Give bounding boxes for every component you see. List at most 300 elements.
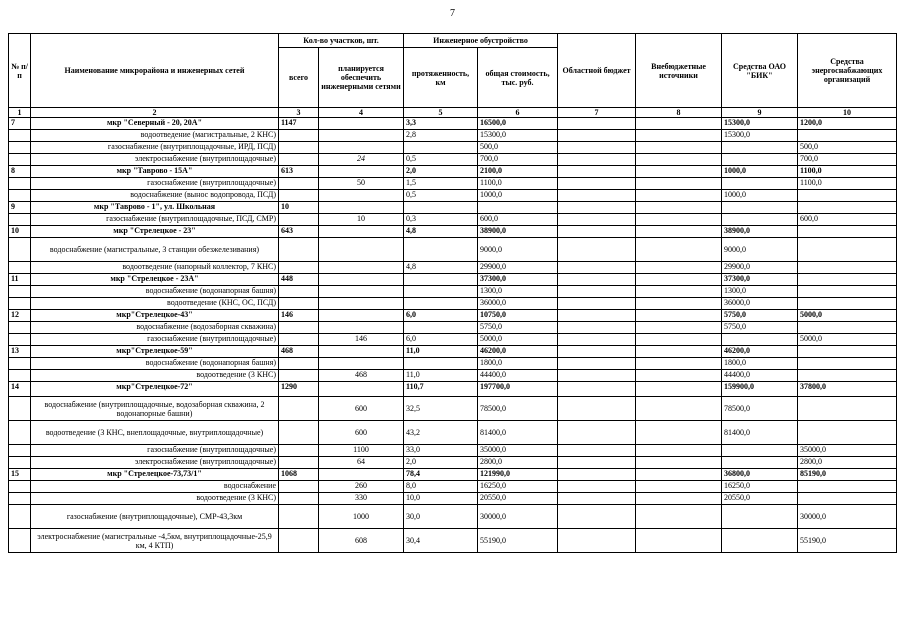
total-cost: 1000,0: [478, 190, 558, 202]
length-km: 0,3: [404, 214, 478, 226]
row-name: электроснабжение (магистральные -4,5км, внутриплощадочные-25,9 км, 4 КТП): [31, 529, 279, 553]
plots-total: [279, 397, 319, 421]
total-cost: 1300,0: [478, 286, 558, 298]
extrabudgetary: [636, 202, 722, 214]
energy-funds: [798, 274, 897, 286]
header-energy-funds: Средства энергоснабжающих организаций: [798, 34, 897, 108]
total-cost: 5750,0: [478, 322, 558, 334]
regional-budget: [558, 370, 636, 382]
bik-funds: 38900,0: [722, 226, 798, 238]
plots-total: [279, 286, 319, 298]
infrastructure-table: [8, 33, 897, 553]
network-row: [9, 370, 897, 382]
bik-funds: [722, 334, 798, 346]
row-index: [9, 238, 31, 262]
plots-total: [279, 529, 319, 553]
row-index: [9, 445, 31, 457]
network-row: [9, 214, 897, 226]
plots-planned: 330: [319, 493, 404, 505]
energy-funds: 5000,0: [798, 310, 897, 322]
network-row: [9, 286, 897, 298]
extrabudgetary: [636, 310, 722, 322]
total-cost: 55190,0: [478, 529, 558, 553]
column-number: 5: [404, 108, 478, 118]
plots-planned: 608: [319, 529, 404, 553]
energy-funds: 1200,0: [798, 118, 897, 130]
plots-total: [279, 457, 319, 469]
bik-funds: 1300,0: [722, 286, 798, 298]
regional-budget: [558, 397, 636, 421]
column-number: 6: [478, 108, 558, 118]
row-index: [9, 286, 31, 298]
length-km: [404, 142, 478, 154]
plots-planned: [319, 358, 404, 370]
regional-budget: [558, 238, 636, 262]
length-km: 4,8: [404, 262, 478, 274]
plots-planned: 600: [319, 421, 404, 445]
plots-total: [279, 445, 319, 457]
length-km: 2,8: [404, 130, 478, 142]
length-km: 0,5: [404, 154, 478, 166]
header-plots-planned: планируется обеспечить инженерными сетями: [319, 48, 404, 108]
extrabudgetary: [636, 370, 722, 382]
extrabudgetary: [636, 382, 722, 397]
bik-funds: 44400,0: [722, 370, 798, 382]
energy-funds: [798, 493, 897, 505]
bik-funds: [722, 529, 798, 553]
plots-planned: 50: [319, 178, 404, 190]
total-cost: 9000,0: [478, 238, 558, 262]
regional-budget: [558, 130, 636, 142]
regional-budget: [558, 457, 636, 469]
bik-funds: [722, 178, 798, 190]
regional-budget: [558, 142, 636, 154]
header-plots-group: Кол-во участков, шт.: [279, 34, 404, 48]
plots-total: [279, 214, 319, 226]
extrabudgetary: [636, 358, 722, 370]
regional-budget: [558, 346, 636, 358]
row-name: мкр "Стрелецкое - 23": [31, 226, 279, 238]
column-number: 2: [31, 108, 279, 118]
energy-funds: [798, 238, 897, 262]
page-number: 7: [450, 8, 455, 19]
header-plots-total: всего: [279, 48, 319, 108]
length-km: 8,0: [404, 481, 478, 493]
district-row: [9, 202, 897, 214]
plots-planned: [319, 322, 404, 334]
network-row: [9, 130, 897, 142]
regional-budget: [558, 178, 636, 190]
plots-total: [279, 322, 319, 334]
row-name: водоснабжение: [31, 481, 279, 493]
network-row: [9, 457, 897, 469]
bik-funds: 16250,0: [722, 481, 798, 493]
plots-planned: 260: [319, 481, 404, 493]
total-cost: 16500,0: [478, 118, 558, 130]
plots-total: [279, 178, 319, 190]
energy-funds: [798, 481, 897, 493]
row-name: мкр "Таврово - 15А": [31, 166, 279, 178]
column-number: 1: [9, 108, 31, 118]
length-km: 6,0: [404, 334, 478, 346]
bik-funds: [722, 457, 798, 469]
total-cost: 197700,0: [478, 382, 558, 397]
length-km: 32,5: [404, 397, 478, 421]
regional-budget: [558, 382, 636, 397]
plots-planned: 1100: [319, 445, 404, 457]
network-row: [9, 142, 897, 154]
row-name: мкр "Стрелецкое - 23А": [31, 274, 279, 286]
length-km: 110,7: [404, 382, 478, 397]
regional-budget: [558, 358, 636, 370]
bik-funds: 9000,0: [722, 238, 798, 262]
network-row: [9, 298, 897, 310]
extrabudgetary: [636, 118, 722, 130]
regional-budget: [558, 262, 636, 274]
energy-funds: [798, 370, 897, 382]
network-row: [9, 238, 897, 262]
length-km: 30,0: [404, 505, 478, 529]
extrabudgetary: [636, 190, 722, 202]
energy-funds: [798, 226, 897, 238]
network-row: [9, 262, 897, 274]
length-km: 78,4: [404, 469, 478, 481]
row-index: [9, 397, 31, 421]
network-row: [9, 529, 897, 553]
row-name: мкр "Таврово - 1", ул. Школьная: [31, 202, 279, 214]
bik-funds: 46200,0: [722, 346, 798, 358]
length-km: 11,0: [404, 346, 478, 358]
bik-funds: 159900,0: [722, 382, 798, 397]
header-name: Наименование микрорайона и инженерных сетей: [31, 34, 279, 108]
energy-funds: [798, 202, 897, 214]
length-km: 0,5: [404, 190, 478, 202]
energy-funds: [798, 358, 897, 370]
energy-funds: 5000,0: [798, 334, 897, 346]
plots-total: 643: [279, 226, 319, 238]
energy-funds: [798, 346, 897, 358]
row-index: [9, 421, 31, 445]
energy-funds: [798, 286, 897, 298]
row-index: 12: [9, 310, 31, 322]
row-index: [9, 481, 31, 493]
row-index: 15: [9, 469, 31, 481]
column-number-row: [9, 108, 897, 118]
total-cost: 1800,0: [478, 358, 558, 370]
row-name: водоотведение (3 КНС): [31, 370, 279, 382]
plots-total: [279, 481, 319, 493]
extrabudgetary: [636, 322, 722, 334]
total-cost: 37300,0: [478, 274, 558, 286]
row-name: электроснабжение (внутриплощадочные): [31, 457, 279, 469]
row-name: газоснабжение (внутриплощадочные): [31, 334, 279, 346]
total-cost: 5000,0: [478, 334, 558, 346]
total-cost: 10750,0: [478, 310, 558, 322]
row-name: мкр"Стрелецкое-59": [31, 346, 279, 358]
bik-funds: 78500,0: [722, 397, 798, 421]
row-index: [9, 214, 31, 226]
regional-budget: [558, 298, 636, 310]
energy-funds: [798, 130, 897, 142]
row-index: [9, 190, 31, 202]
extrabudgetary: [636, 421, 722, 445]
length-km: [404, 358, 478, 370]
total-cost: 2100,0: [478, 166, 558, 178]
extrabudgetary: [636, 445, 722, 457]
bik-funds: 1000,0: [722, 190, 798, 202]
regional-budget: [558, 481, 636, 493]
column-number: 3: [279, 108, 319, 118]
row-index: [9, 154, 31, 166]
header-extrabudgetary: Внебюджетные источники: [636, 34, 722, 108]
plots-total: [279, 505, 319, 529]
row-index: [9, 457, 31, 469]
regional-budget: [558, 421, 636, 445]
energy-funds: 30000,0: [798, 505, 897, 529]
plots-planned: 10: [319, 214, 404, 226]
district-row: [9, 274, 897, 286]
total-cost: 81400,0: [478, 421, 558, 445]
plots-total: [279, 130, 319, 142]
plots-planned: [319, 274, 404, 286]
regional-budget: [558, 445, 636, 457]
table-body: [9, 108, 897, 553]
row-name: водоснабжение (водозаборная скважина): [31, 322, 279, 334]
plots-total: 146: [279, 310, 319, 322]
total-cost: 1100,0: [478, 178, 558, 190]
row-index: [9, 142, 31, 154]
bik-funds: [722, 154, 798, 166]
plots-planned: [319, 118, 404, 130]
bik-funds: 5750,0: [722, 310, 798, 322]
row-index: 7: [9, 118, 31, 130]
bik-funds: [722, 214, 798, 226]
row-index: 8: [9, 166, 31, 178]
bik-funds: 29900,0: [722, 262, 798, 274]
length-km: 3,3: [404, 118, 478, 130]
row-index: [9, 334, 31, 346]
row-index: [9, 298, 31, 310]
header-length: протяженность, км: [404, 48, 478, 108]
row-index: [9, 370, 31, 382]
total-cost: 46200,0: [478, 346, 558, 358]
extrabudgetary: [636, 178, 722, 190]
bik-funds: 5750,0: [722, 322, 798, 334]
length-km: 6,0: [404, 310, 478, 322]
plots-total: [279, 493, 319, 505]
column-number: 7: [558, 108, 636, 118]
length-km: 2,0: [404, 457, 478, 469]
length-km: 2,0: [404, 166, 478, 178]
network-row: [9, 505, 897, 529]
energy-funds: [798, 397, 897, 421]
extrabudgetary: [636, 481, 722, 493]
energy-funds: 1100,0: [798, 166, 897, 178]
extrabudgetary: [636, 493, 722, 505]
row-name: газоснабжение (внутриплощадочные): [31, 178, 279, 190]
plots-total: [279, 298, 319, 310]
column-number: 9: [722, 108, 798, 118]
total-cost: 700,0: [478, 154, 558, 166]
energy-funds: [798, 421, 897, 445]
plots-total: 10: [279, 202, 319, 214]
plots-planned: [319, 310, 404, 322]
header-index: № п/п: [9, 34, 31, 108]
extrabudgetary: [636, 214, 722, 226]
total-cost: 16250,0: [478, 481, 558, 493]
extrabudgetary: [636, 346, 722, 358]
plots-planned: 146: [319, 334, 404, 346]
plots-planned: [319, 382, 404, 397]
plots-planned: [319, 130, 404, 142]
row-name: водоотведение (КНС, ОС, ПСД): [31, 298, 279, 310]
extrabudgetary: [636, 469, 722, 481]
bik-funds: [722, 202, 798, 214]
energy-funds: [798, 322, 897, 334]
row-name: водоснабжение (вынос водопровода, ПСД): [31, 190, 279, 202]
energy-funds: [798, 262, 897, 274]
row-name: электроснабжение (внутриплощадочные): [31, 154, 279, 166]
network-row: [9, 421, 897, 445]
length-km: 30,4: [404, 529, 478, 553]
plots-planned: [319, 262, 404, 274]
row-name: водоснабжение (водонапорная башня): [31, 358, 279, 370]
row-name: водоотведение (напорный коллектор, 7 КНС): [31, 262, 279, 274]
row-name: мкр "Северный - 20, 20А": [31, 118, 279, 130]
network-row: [9, 322, 897, 334]
extrabudgetary: [636, 529, 722, 553]
energy-funds: 700,0: [798, 154, 897, 166]
row-index: [9, 178, 31, 190]
energy-funds: 500,0: [798, 142, 897, 154]
plots-planned: [319, 226, 404, 238]
length-km: 4,8: [404, 226, 478, 238]
plots-planned: [319, 298, 404, 310]
plots-planned: [319, 190, 404, 202]
extrabudgetary: [636, 226, 722, 238]
regional-budget: [558, 286, 636, 298]
plots-total: 1290: [279, 382, 319, 397]
column-number: 8: [636, 108, 722, 118]
plots-total: [279, 334, 319, 346]
header-regional-budget: Областной бюджет: [558, 34, 636, 108]
row-name: мкр "Стрелецкое-73,73/1": [31, 469, 279, 481]
bik-funds: 15300,0: [722, 118, 798, 130]
network-row: [9, 154, 897, 166]
row-index: [9, 322, 31, 334]
length-km: [404, 238, 478, 262]
total-cost: 15300,0: [478, 130, 558, 142]
total-cost: 78500,0: [478, 397, 558, 421]
energy-funds: 55190,0: [798, 529, 897, 553]
row-name: водоснабжение (внутриплощадочные, водозаборная скважина, 2 водонапорные башни): [31, 397, 279, 421]
extrabudgetary: [636, 286, 722, 298]
plots-total: [279, 154, 319, 166]
extrabudgetary: [636, 505, 722, 529]
regional-budget: [558, 529, 636, 553]
regional-budget: [558, 202, 636, 214]
regional-budget: [558, 274, 636, 286]
regional-budget: [558, 505, 636, 529]
bik-funds: [722, 445, 798, 457]
row-index: 14: [9, 382, 31, 397]
plots-total: [279, 142, 319, 154]
extrabudgetary: [636, 334, 722, 346]
extrabudgetary: [636, 262, 722, 274]
regional-budget: [558, 322, 636, 334]
length-km: 43,2: [404, 421, 478, 445]
plots-planned: [319, 202, 404, 214]
regional-budget: [558, 154, 636, 166]
header-bik-funds: Средства ОАО "БИК": [722, 34, 798, 108]
plots-planned: 600: [319, 397, 404, 421]
network-row: [9, 493, 897, 505]
regional-budget: [558, 469, 636, 481]
row-name: водоотведение (3 КНС): [31, 493, 279, 505]
extrabudgetary: [636, 298, 722, 310]
regional-budget: [558, 334, 636, 346]
district-row: [9, 346, 897, 358]
row-index: [9, 358, 31, 370]
energy-funds: 2800,0: [798, 457, 897, 469]
regional-budget: [558, 226, 636, 238]
extrabudgetary: [636, 154, 722, 166]
total-cost: 20550,0: [478, 493, 558, 505]
total-cost: [478, 202, 558, 214]
energy-funds: 600,0: [798, 214, 897, 226]
row-index: 13: [9, 346, 31, 358]
district-row: [9, 118, 897, 130]
plots-total: [279, 262, 319, 274]
total-cost: 30000,0: [478, 505, 558, 529]
length-km: [404, 286, 478, 298]
regional-budget: [558, 166, 636, 178]
bik-funds: 1000,0: [722, 166, 798, 178]
plots-total: 468: [279, 346, 319, 358]
extrabudgetary: [636, 142, 722, 154]
bik-funds: 36800,0: [722, 469, 798, 481]
row-name: газоснабжение (внутриплощадочные, ИРД, ПСД): [31, 142, 279, 154]
row-name: мкр"Стрелецкое-43": [31, 310, 279, 322]
district-row: [9, 226, 897, 238]
length-km: 11,0: [404, 370, 478, 382]
row-name: газоснабжение (внутриплощадочные), СМР-43,3км: [31, 505, 279, 529]
bik-funds: 1800,0: [722, 358, 798, 370]
plots-planned: [319, 166, 404, 178]
bik-funds: 37300,0: [722, 274, 798, 286]
regional-budget: [558, 214, 636, 226]
row-name: водоснабжение (магистральные, 3 станции обезжелезивания): [31, 238, 279, 262]
length-km: [404, 274, 478, 286]
total-cost: 600,0: [478, 214, 558, 226]
network-row: [9, 358, 897, 370]
bik-funds: 81400,0: [722, 421, 798, 445]
regional-budget: [558, 118, 636, 130]
plots-planned: 1000: [319, 505, 404, 529]
row-name: водоотведение (магистральные, 2 КНС): [31, 130, 279, 142]
total-cost: 44400,0: [478, 370, 558, 382]
bik-funds: [722, 142, 798, 154]
row-index: [9, 130, 31, 142]
row-index: 10: [9, 226, 31, 238]
network-row: [9, 445, 897, 457]
energy-funds: [798, 190, 897, 202]
energy-funds: 85190,0: [798, 469, 897, 481]
total-cost: 29900,0: [478, 262, 558, 274]
plots-planned: 64: [319, 457, 404, 469]
bik-funds: 15300,0: [722, 130, 798, 142]
network-row: [9, 397, 897, 421]
